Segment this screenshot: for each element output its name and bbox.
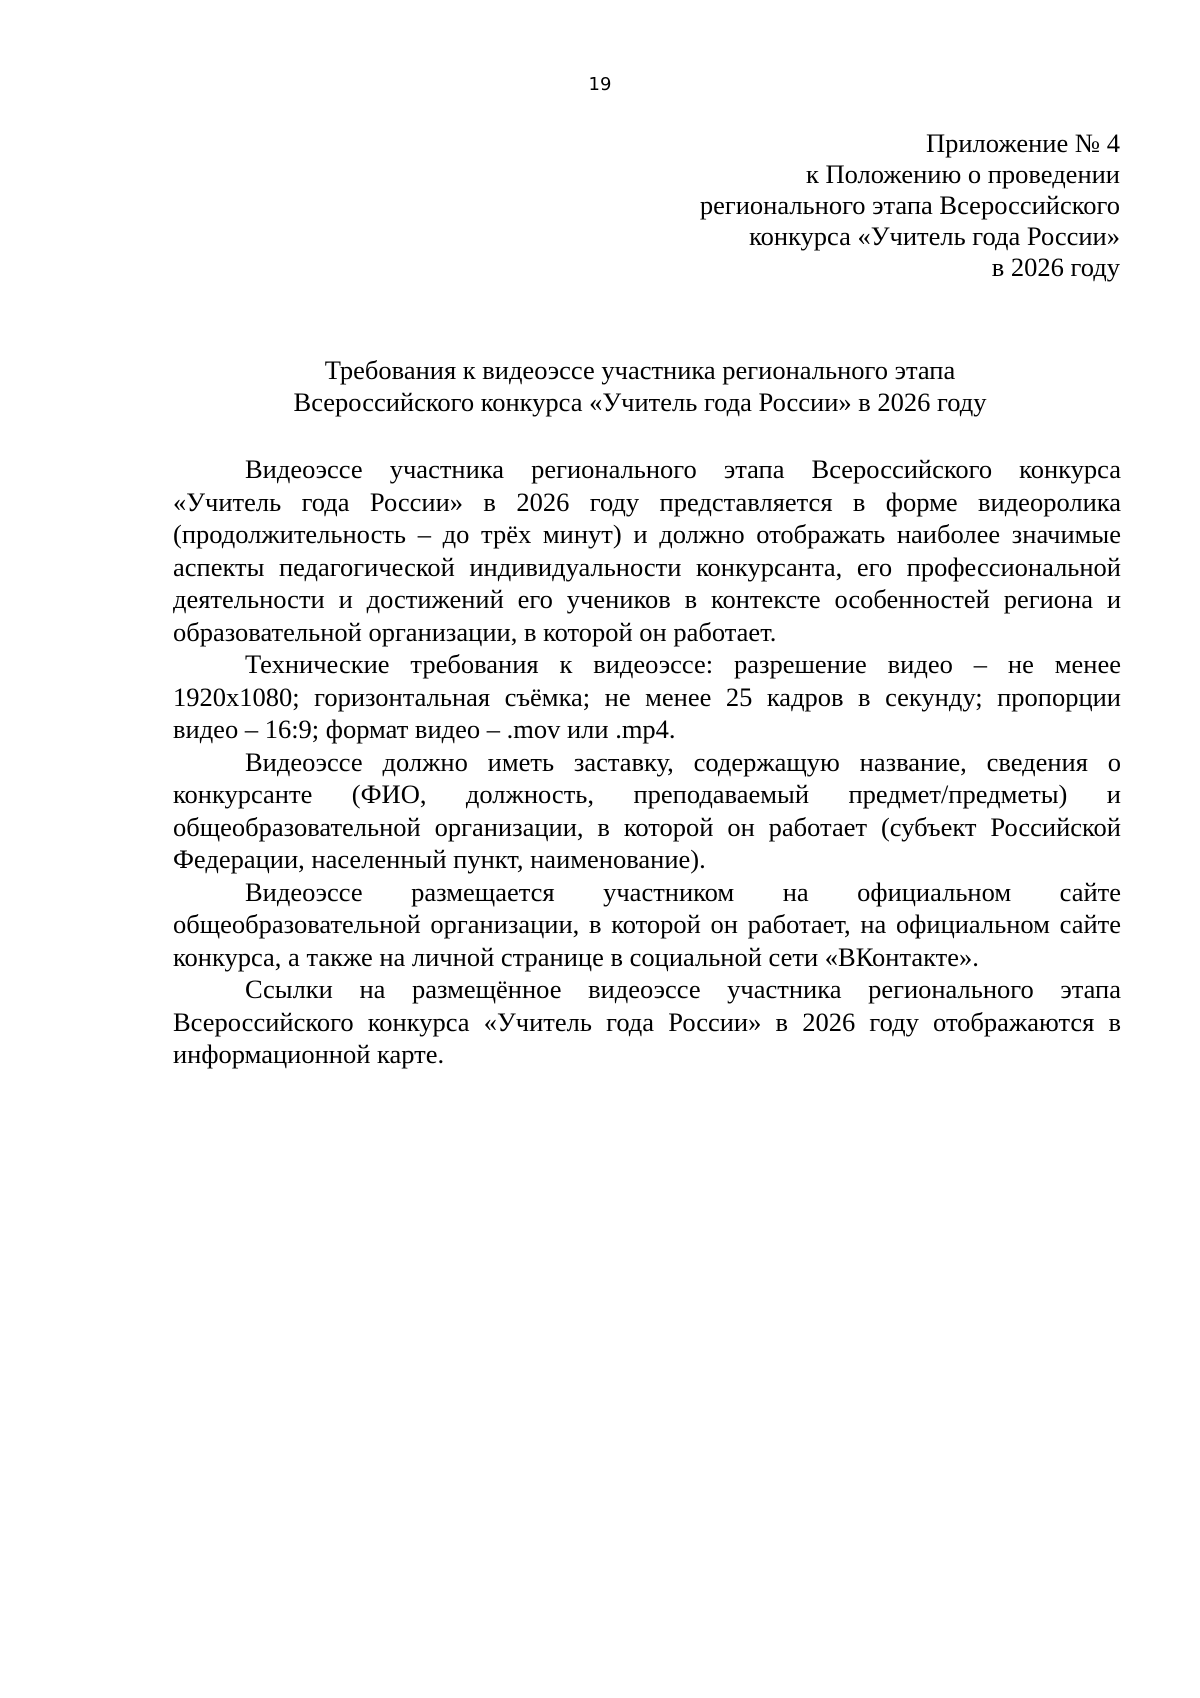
appendix-line: конкурса «Учитель года России» xyxy=(749,221,1120,251)
appendix-line: в 2026 году xyxy=(991,252,1120,282)
title-line: Требования к видеоэссе участника регионального этапа xyxy=(324,355,956,385)
appendix-header xyxy=(480,128,1120,283)
document-title xyxy=(160,354,1120,418)
appendix-line: регионального этапа Всероссийского xyxy=(699,190,1120,220)
body-paragraph: Видеоэссе участника регионального этапа Всероссийского конкурса «Учитель года России» в 2026 году представляется в форме видеоролика (продолжительность – до трёх минут) и должно отображать наиболее значимые аспекты педагогической индивидуальности конкурсанта, его профессиональной деятельности и достижений его учеников в контексте особенностей региона и образовательной организации, в которой он работает. xyxy=(173,454,1121,647)
body-paragraph: Ссылки на размещённое видеоэссе участника регионального этапа Всероссийского конкурса «Учитель года России» в 2026 году отображаются в информационной карте. xyxy=(173,974,1121,1069)
body-paragraph: Технические требования к видеоэссе: разрешение видео – не менее 1920х1080; горизонтальная съёмка; не менее 25 кадров в секунду; пропорции видео – 16:9; формат видео – .mov или .mp4. xyxy=(173,649,1121,744)
title-line: Всероссийского конкурса «Учитель года России» в 2026 году xyxy=(293,387,987,417)
page-number: 19 xyxy=(588,74,612,95)
body-paragraph: Видеоэссе должно иметь заставку, содержащую название, сведения о конкурсанте (ФИО, должность, преподаваемый предмет/предметы) и общеобразовательной организации, в которой он работает (субъект Российской Федерации, населенный пункт, наименование). xyxy=(173,746,1121,874)
body-paragraph: Видеоэссе размещается участником на официальном сайте общеобразовательной организации, в которой он работает, на официальном сайте конкурса, а также на личной странице в социальной сети «ВКонтакте». xyxy=(173,876,1121,972)
appendix-line: к Положению о проведении xyxy=(806,159,1120,189)
appendix-line: Приложение № 4 xyxy=(925,128,1120,158)
document-body xyxy=(173,453,1121,1071)
